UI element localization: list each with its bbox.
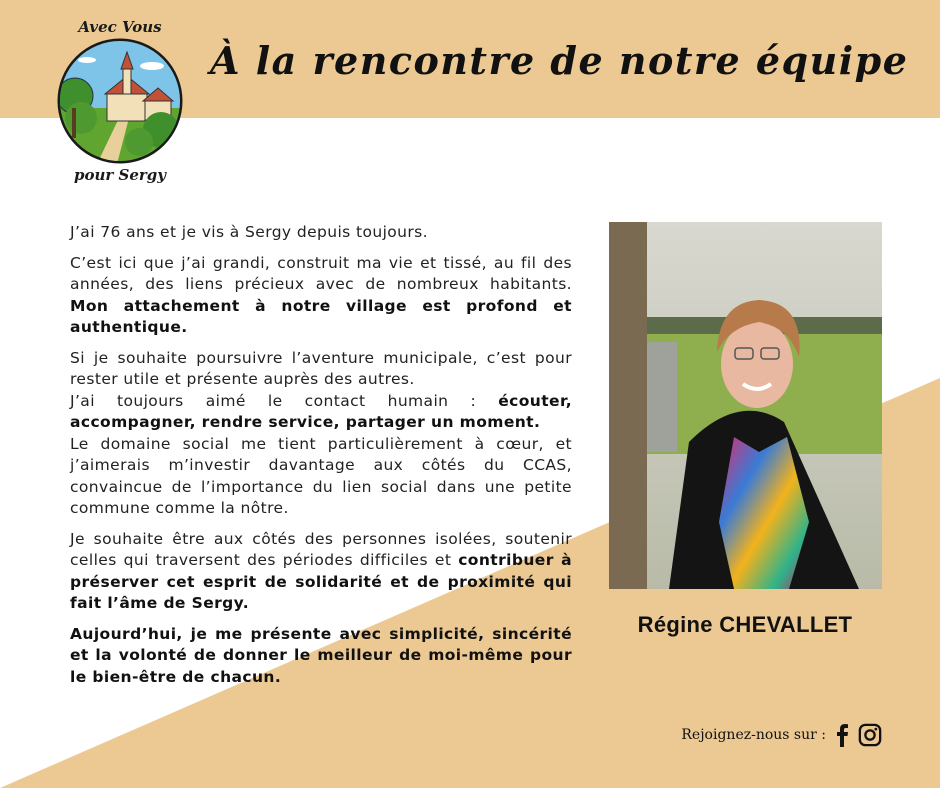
- presentation-text: [70, 222, 572, 697]
- p4-text: Je souhaite être aux côtés des personnes isolées, soutenir celles qui traversent des périodes difficiles et: [70, 529, 572, 569]
- paragraph-1: J’ai 76 ans et je vis à Sergy depuis toujours.: [70, 223, 428, 241]
- p3-text-a: Si je souhaite poursuivre l’aventure municipale, c’est pour rester utile et présente auprès des autres.: [70, 348, 572, 388]
- paragraph-2: [70, 253, 572, 339]
- instagram-icon[interactable]: [858, 722, 882, 748]
- logo: [50, 14, 190, 192]
- portrait-photo: [609, 222, 882, 589]
- p3-text-d: Le domaine social me tient particulièrement à cœur, et j’aimerais m’investir davantage aux côtés du CCAS, convaincue de l’importance du lien social dans une petite commune comme la nôtre.: [70, 434, 572, 517]
- p5-bold: Aujourd’hui, je me présente avec simplicité, sincérité et la volonté de donner le meilleur de moi-même pour le bien-être de chacun.: [70, 624, 572, 686]
- logo-bottom-text: pour Sergy: [73, 166, 166, 184]
- p2-text: C’est ici que j’ai grandi, construit ma vie et tissé, au fil des années, des liens précieux avec de nombreux habitants.: [70, 253, 572, 293]
- village-logo-icon: [57, 38, 183, 164]
- page-title: À la rencontre de notre équipe: [210, 38, 909, 83]
- social-links: [681, 722, 882, 748]
- portrait-image: [609, 222, 882, 589]
- p3-text-b: J’ai toujours aimé le contact humain :: [70, 391, 499, 410]
- logo-top-text: Avec Vous: [78, 18, 162, 36]
- facebook-icon[interactable]: [830, 722, 854, 748]
- p4-bold: contribuer à préserver cet esprit de solidarité et de proximité qui fait l’âme de Sergy.: [70, 551, 572, 612]
- p2-bold: Mon attachement à notre village est profond et authentique.: [70, 296, 572, 336]
- paragraph-4: [70, 529, 572, 615]
- paragraph-3: [70, 348, 572, 520]
- paragraph-5: [70, 624, 572, 689]
- p3-bold: écouter, accompagner, rendre service, partager un moment.: [70, 391, 572, 431]
- person-name: Régine CHEVALLET: [637, 612, 853, 637]
- social-label: Rejoignez-nous sur :: [681, 727, 826, 743]
